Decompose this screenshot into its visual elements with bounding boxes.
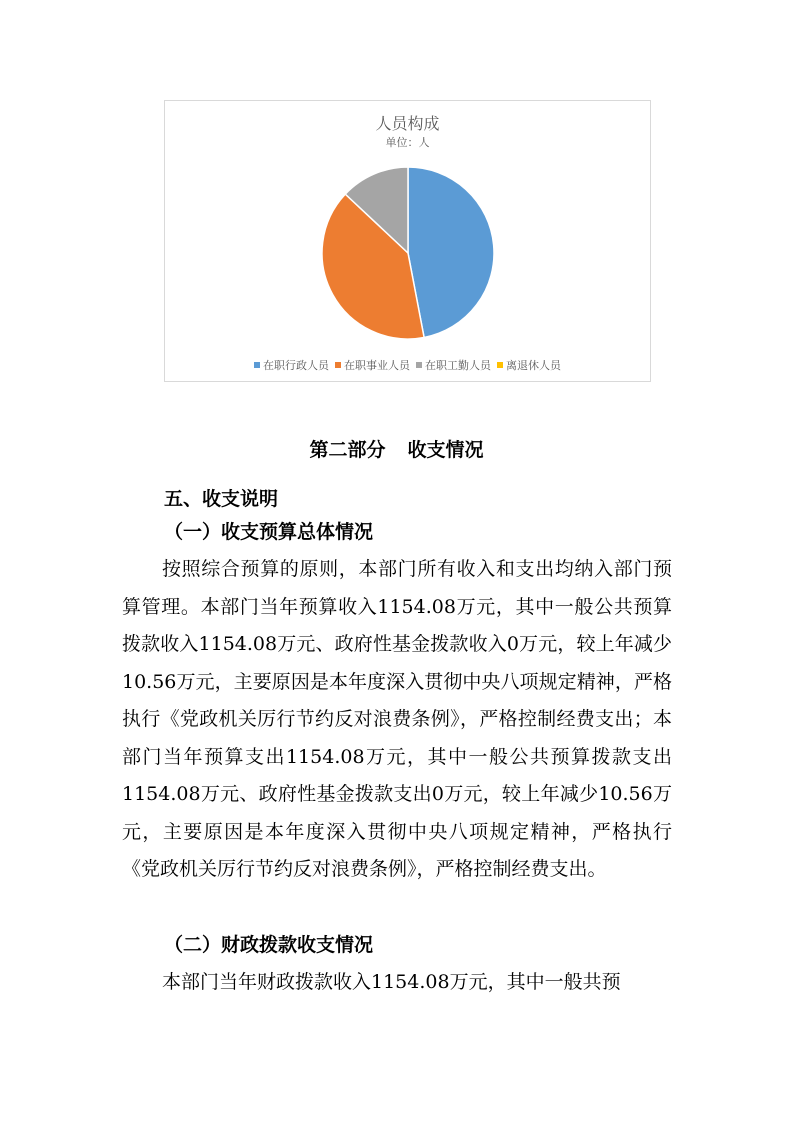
- legend-label-0: 在职行政人员: [263, 359, 329, 372]
- subheading-fiscal-appropriation: （二）财政拨款收支情况: [164, 934, 374, 956]
- legend-swatch-2: [416, 362, 422, 368]
- part-title-number: 第二部分: [309, 439, 386, 461]
- subheading-budget-overview: （一）收支预算总体情况: [164, 521, 374, 543]
- heading-income-expenditure: 五、收支说明: [164, 488, 279, 510]
- chart-subtitle: 单位：人: [385, 136, 430, 149]
- paragraph-budget-overview: 按照综合预算的原则，本部门所有收入和支出均纳入部门预算管理。本部门当年预算收入1154.08万元，其中一般公共预算拨款收入1154.08万元、政府性基金拨款收入0万元，较上年减少10.56万元，主要原因是本年度深入贯彻中央八项规定精神，严格执行《党政机关厉行节约反对浪费条例》，严格控制经费支出；本部门当年预算支出1154.08万元，其中一般公共预算拨款支出1154.08万元、政府性基金拨款支出0万元，较上年减少10.56万元，主要原因是本年度深入贯彻中央八项规定精神，严格执行《党政机关厉行节约反对浪费条例》，严格控制经费支出。: [122, 558, 672, 880]
- legend-label-2: 在职工勤人员: [425, 359, 491, 372]
- legend-label-3: 离退休人员: [506, 359, 561, 372]
- legend-item-1: [335, 357, 410, 373]
- legend-item-0: [254, 357, 329, 373]
- part-title: [0, 435, 793, 462]
- legend-swatch-1: [335, 362, 341, 368]
- part-title-text: 收支情况: [407, 439, 484, 461]
- legend-item-3: [497, 357, 561, 373]
- legend-label-1: 在职事业人员: [344, 359, 410, 372]
- pie-svg: [165, 101, 652, 383]
- legend-swatch-3: [497, 362, 503, 368]
- pie-slice-0: [408, 167, 494, 337]
- pie-chart: [164, 100, 651, 382]
- chart-title: 人员构成: [375, 114, 440, 133]
- legend-swatch-0: [254, 362, 260, 368]
- legend-item-2: [416, 357, 491, 373]
- paragraph-fiscal-appropriation: 本部门当年财政拨款收入1154.08万元，其中一般共预: [162, 971, 621, 993]
- chart-legend: [165, 357, 650, 373]
